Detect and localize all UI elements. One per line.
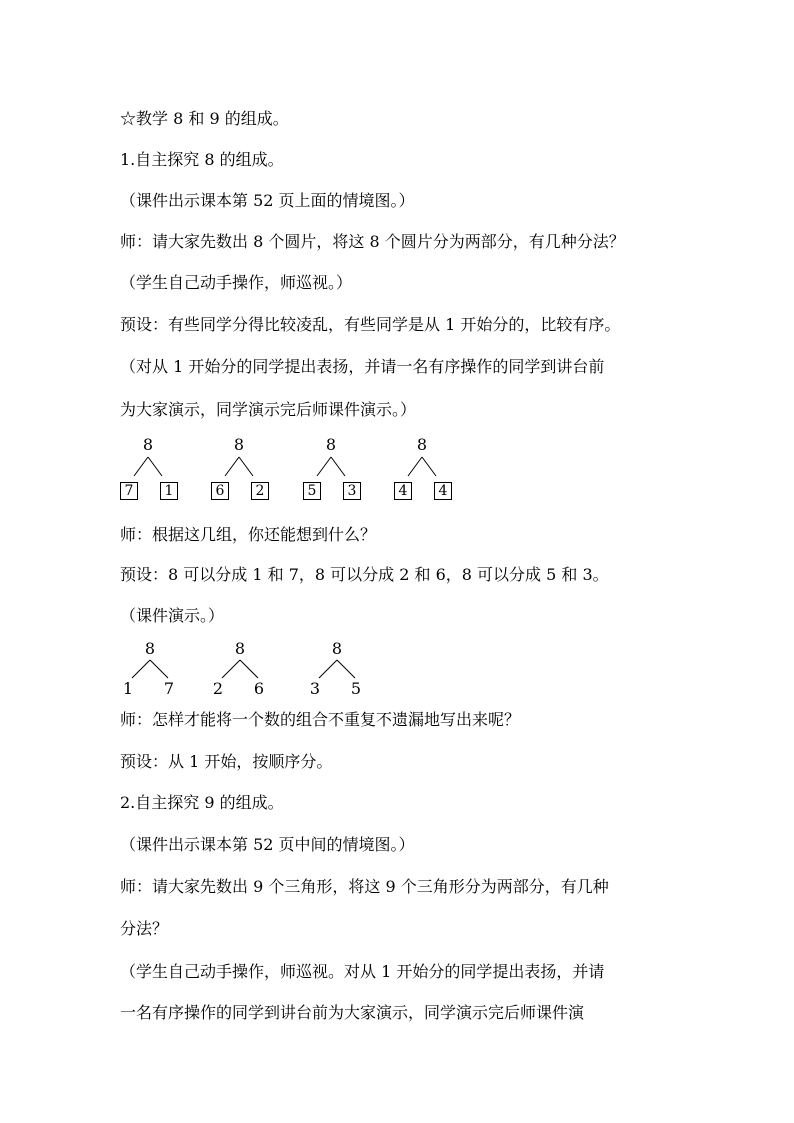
- diagram-left-part: 3: [309, 679, 321, 698]
- subsection-heading: 1.自主探究 8 的组成。: [120, 150, 284, 169]
- paragraph: （学生自己动手操作，师巡视。对从 1 开始分的同学提出表扬，并请: [120, 962, 605, 981]
- paragraph: 预设：8 可以分成 1 和 7，8 可以分成 2 和 6，8 可以分成 5 和 3。: [120, 565, 609, 584]
- paragraph: 预设：从 1 开始，按顺序分。: [120, 752, 333, 771]
- paragraph: 师：根据这几组，你还能想到什么？: [120, 525, 377, 544]
- paragraph: （对从 1 开始分的同学提出表扬，并请一名有序操作的同学到讲台前: [120, 357, 605, 376]
- diagram-right-part: 1: [160, 482, 178, 500]
- branch-lines: [303, 456, 363, 478]
- diagram-left-part: 5: [303, 482, 321, 500]
- diagram-right-part: 7: [163, 679, 175, 698]
- branch-lines: [211, 456, 271, 478]
- diagram-right-part: 2: [251, 482, 269, 500]
- branch-lines: [120, 456, 180, 478]
- composition-diagram: [394, 436, 454, 502]
- paragraph: （课件出示课本第 52 页上面的情境图。）: [120, 191, 415, 210]
- composition-diagram: [303, 436, 363, 502]
- paragraph: 分法？: [120, 919, 169, 938]
- diagram-right-part: 6: [253, 679, 265, 698]
- paragraph: 师：请大家先数出 9 个三角形，将这 9 个三角形分为两部分，有几种: [120, 877, 609, 896]
- diagram-right-part: 5: [350, 679, 362, 698]
- subsection-heading: 2.自主探究 9 的组成。: [120, 793, 284, 812]
- diagram-total: 8: [234, 639, 246, 658]
- composition-diagram: [120, 436, 180, 502]
- paragraph: （课件出示课本第 52 页中间的情境图。）: [120, 835, 415, 854]
- composition-diagram: [211, 436, 271, 502]
- branch-lines: [305, 659, 369, 681]
- diagram-total: 8: [142, 435, 154, 454]
- composition-diagram: [305, 640, 369, 698]
- diagram-left-part: 6: [211, 482, 229, 500]
- diagram-left-part: 4: [394, 482, 412, 500]
- branch-lines: [394, 456, 454, 478]
- diagram-right-part: 4: [434, 482, 452, 500]
- branch-lines: [118, 659, 182, 681]
- diagram-total: 8: [331, 639, 343, 658]
- paragraph: 师：怎样才能将一个数的组合不重复不遗漏地写出来呢？: [120, 710, 521, 729]
- diagram-total: 8: [233, 435, 245, 454]
- section-title: ☆教学 8 和 9 的组成。: [120, 109, 289, 128]
- diagram-total: 8: [144, 639, 156, 658]
- diagram-left-part: 2: [212, 679, 224, 698]
- paragraph: 为大家演示，同学演示完后师课件演示。）: [120, 400, 417, 419]
- diagram-total: 8: [325, 435, 337, 454]
- diagram-left-part: 7: [120, 482, 138, 500]
- diagram-left-part: 1: [122, 679, 134, 698]
- branch-lines: [208, 659, 272, 681]
- paragraph: （学生自己动手操作，师巡视。）: [120, 273, 353, 292]
- paragraph: （课件演示。）: [120, 606, 225, 625]
- diagram-right-part: 3: [343, 482, 361, 500]
- paragraph: 预设：有些同学分得比较凌乱，有些同学是从 1 开始分的，比较有序。: [120, 315, 621, 334]
- diagram-total: 8: [416, 435, 428, 454]
- paragraph: 师：请大家先数出 8 个圆片，将这 8 个圆片分为两部分，有几种分法？: [120, 232, 625, 251]
- paragraph: 一名有序操作的同学到讲台前为大家演示，同学演示完后师课件演: [120, 1003, 585, 1022]
- composition-diagram: [118, 640, 182, 698]
- composition-diagram: [208, 640, 272, 698]
